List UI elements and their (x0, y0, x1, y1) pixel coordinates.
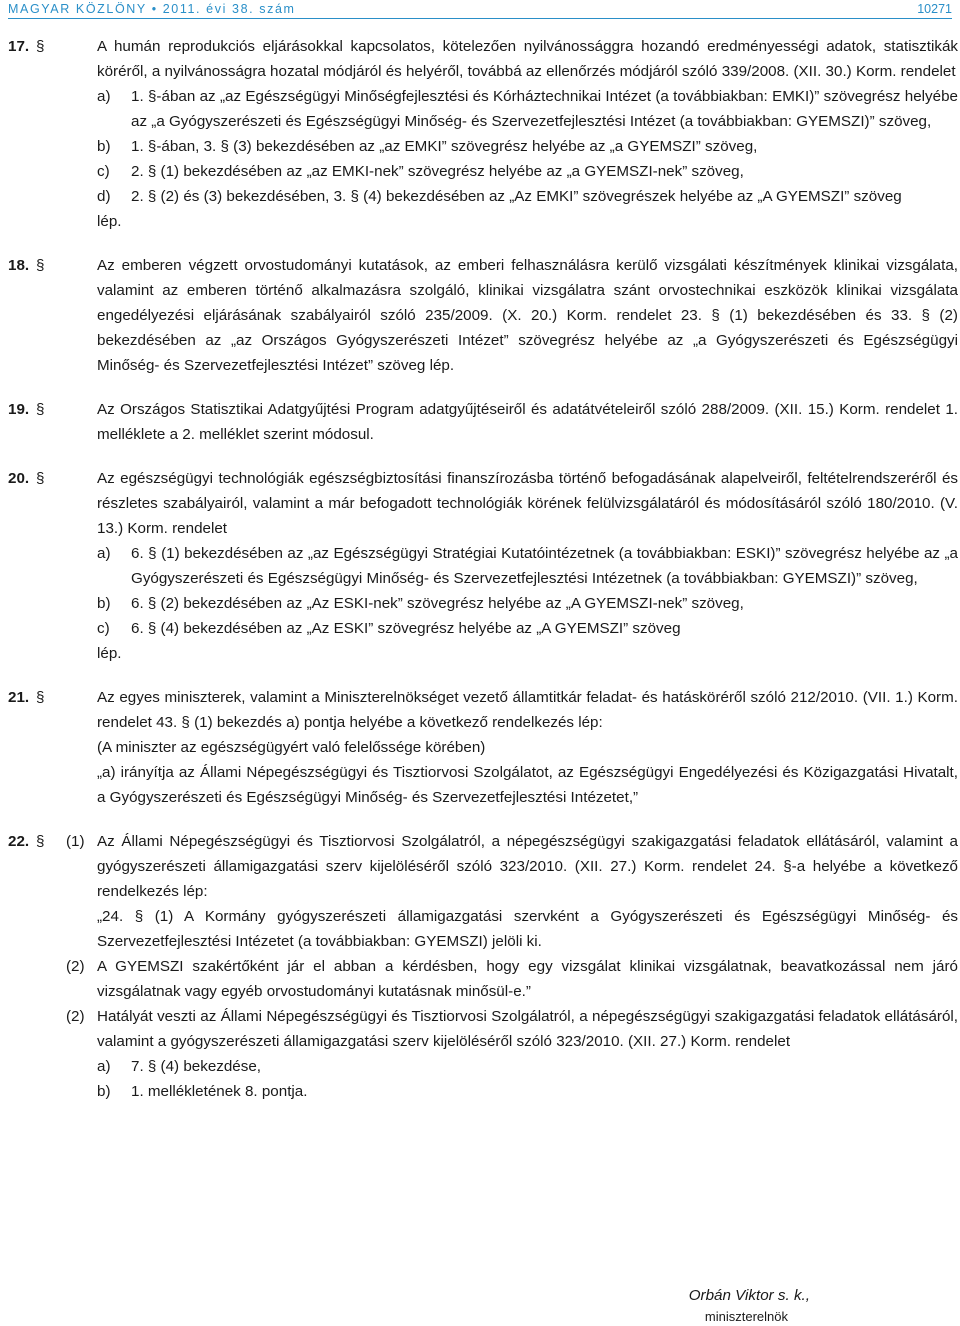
section-text: Az emberen végzett orvostudományi kutatások, az emberi felhasználásra kerülő vizsgálati készítmények klinikai vizsgálata, valamint az emberen történő alkalmazásra szolgáló, klinikai vizsgálatra szánt orvostechnikai eszközök klinikai vizsgálata engedélyezési eljárásának szabályairól szóló 235/2009. (X. 20.) Korm. rendelet 23. § (1) bekezdésében és 33. § (2) bekezdésében az „az Országos Gyógyszerészeti Intézet” szövegrész helyébe az „a Gyógyszerészeti és Egészségügyi Minőség- és Szervezetfejlesztési Intézet” szöveg lép. (97, 257, 958, 374)
section-sign: § (36, 257, 45, 274)
paragraph-3 (66, 1004, 958, 1054)
list-item (97, 1054, 958, 1079)
section-number: 21. (8, 689, 30, 706)
spacer (8, 234, 958, 253)
item-label: a) (97, 1058, 111, 1075)
list-item (97, 134, 958, 159)
spacer (8, 810, 958, 829)
item-text: 6. § (2) bekezdésében az „Az ESKI-nek” szövegrész helyébe az „A GYEMSZI-nek” szöveg, (131, 595, 744, 612)
list-item (97, 616, 958, 641)
section-sign: § (36, 38, 45, 55)
section-intro: A humán reprodukciós eljárásokkal kapcsolatos, kötelezően nyilvánossággra hozandó eredményességi adatok, statisztikák köréről, a nyilvánosságra hozatal módjáról és helyéről, továbbá az ellenőrzés módjáról szóló 339/2008. (XII. 30.) Korm. rendelet (97, 38, 958, 80)
item-label: b) (97, 595, 111, 612)
paragraph-quote: „24. § (1) A Kormány gyógyszerészeti államigazgatási szervként a Gyógyszerészeti és Egészségügyi Minőség- és Szervezetfejlesztési Intézetet (a továbbiakban: GYEMSZI) jelöli ki. (97, 908, 958, 950)
item-label: b) (97, 1083, 111, 1100)
paragraph-text: Az Állami Népegészségügyi és Tisztiorvosi Szolgálatról, a népegészségügyi szakigazgatási feladatok ellátásáról, valamint a gyógyszerészeti államigazgatási szerv kijelöléséről szóló 323/2010. (XII. 27.) Korm. rendelet 24. §-a helyébe a következő rendelkezés lép: (97, 833, 958, 900)
section-sign: § (36, 470, 45, 487)
section-sign: § (36, 833, 45, 850)
item-label: c) (97, 163, 110, 180)
paragraph-label: (2) (66, 1008, 85, 1025)
list-item (97, 591, 958, 616)
journal-title: MAGYAR KÖZLÖNY • 2011. évi 38. szám (8, 2, 296, 16)
signature-title: miniszterelnök (704, 1309, 788, 1324)
section-parenthetical: (A miniszter az egészségügyért való felelőssége körében) (97, 739, 486, 756)
section-17 (8, 34, 958, 234)
page-number: 10271 (917, 2, 952, 16)
section-closing: lép. (97, 213, 122, 230)
spacer (8, 378, 958, 397)
section-22 (8, 829, 958, 1104)
section-number: 20. (8, 470, 30, 487)
page-header (8, 0, 952, 24)
list-item (97, 541, 958, 591)
section-number: 22. (8, 833, 30, 850)
list-item (97, 159, 958, 184)
section-number: 18. (8, 257, 30, 274)
item-text: 1. §-ában, 3. § (3) bekezdésében az „az EMKI” szövegrész helyébe az „a GYEMSZI” szöveg, (131, 138, 758, 155)
paragraph-text: A GYEMSZI szakértőként jár el abban a kérdésben, hogy egy vizsgálat klinikai vizsgálatnak, beavatkozással nem járó vizsgálatnak vagy egyéb orvostudományi kutatásnak minősül-e.” (97, 958, 958, 1000)
item-label: c) (97, 620, 110, 637)
section-sign: § (36, 689, 45, 706)
spacer (8, 666, 958, 685)
document-body (8, 34, 958, 1104)
section-19 (8, 397, 958, 447)
item-label: b) (97, 138, 111, 155)
spacer (8, 447, 958, 466)
section-sign: § (36, 401, 45, 418)
item-text: 2. § (1) bekezdésében az „az EMKI-nek” szövegrész helyébe az „a GYEMSZI-nek” szöveg, (131, 163, 744, 180)
item-text: 1. mellékletének 8. pontja. (131, 1083, 308, 1100)
paragraph-2 (66, 954, 958, 1004)
item-text: 7. § (4) bekezdése, (131, 1058, 262, 1075)
section-text: Az Országos Statisztikai Adatgyűjtési Program adatgyűjtéseiről és adatátvételeiről szóló 288/2009. (XII. 15.) Korm. rendelet 1. melléklete a 2. melléklet szerint módosul. (97, 401, 958, 443)
section-intro: Az egyes miniszterek, valamint a Miniszterelnökséget vezető államtitkár feladat- és hatásköréről szóló 212/2010. (VII. 1.) Korm. rendelet 43. § (1) bekezdés a) pontja helyébe a következő rendelkezés lép: (97, 689, 958, 731)
section-18 (8, 253, 958, 378)
paragraph-1 (66, 829, 958, 954)
section-closing: lép. (97, 645, 122, 662)
item-label: a) (97, 88, 111, 105)
header-rule (8, 18, 952, 19)
item-label: a) (97, 545, 111, 562)
section-20 (8, 466, 958, 666)
item-text: 2. § (2) és (3) bekezdésében, 3. § (4) bekezdésében az „Az EMKI” szövegrészek helyébe az „A GYEMSZI” szöveg (131, 188, 902, 205)
section-number: 19. (8, 401, 30, 418)
section-number: 17. (8, 38, 30, 55)
list-item (97, 84, 958, 134)
signature-name: Orbán Viktor s. k., (688, 1287, 810, 1304)
item-text: 1. §-ában az „az Egészségügyi Minőségfejlesztési és Kórháztechnikai Intézet (a továbbiakban: EMKI)” szövegrész helyébe az „a Gyógyszerészeti és Egészségügyi Minőség- és Szervezetfejlesztési Intézet (a továbbiakban: GYEMSZI)” szöveg, (131, 88, 958, 130)
list-item (97, 1079, 958, 1104)
section-quote: „a) irányítja az Állami Népegészségügyi és Tisztiorvosi Szolgálatot, az Egészségügyi Engedélyezési és Közigazgatási Hivatalt, a Gyógyszerészeti és Egészségügyi Minőség- és Szervezetfejlesztési Intézetet,” (97, 764, 958, 806)
item-text: 6. § (1) bekezdésében az „az Egészségügyi Stratégiai Kutatóintézetnek (a továbbiakban: ESKI)” szövegrész helyébe az „a Gyógyszerészeti és Egészségügyi Minőség- és Szervezetfejlesztési Intézetnek (a továbbiakban: GYEMSZI)” szöveg, (131, 545, 958, 587)
list-item (97, 184, 958, 209)
paragraph-label: (1) (66, 833, 85, 850)
item-text: 6. § (4) bekezdésében az „Az ESKI” szövegrész helyébe az „A GYEMSZI” szöveg (131, 620, 681, 637)
section-21 (8, 685, 958, 810)
paragraph-text: Hatályát veszti az Állami Népegészségügyi és Tisztiorvosi Szolgálatról, a népegészségügyi szakigazgatási feladatok ellátásáról, valamint a gyógyszerészeti államigazgatási szerv kijelöléséről szóló 323/2010. (XII. 27.) Korm. rendelet (97, 1008, 958, 1050)
section-intro: Az egészségügyi technológiák egészségbiztosítási finanszírozásba történő befogadásának alapelveiről, feltételrendszeréről és részletes szabályairól, valamint a már befogadott technológiák körének felülvizsgálatáról és módosításáról szóló 180/2010. (V. 13.) Korm. rendelet (97, 470, 958, 537)
item-label: d) (97, 188, 111, 205)
paragraph-label: (2) (66, 958, 85, 975)
